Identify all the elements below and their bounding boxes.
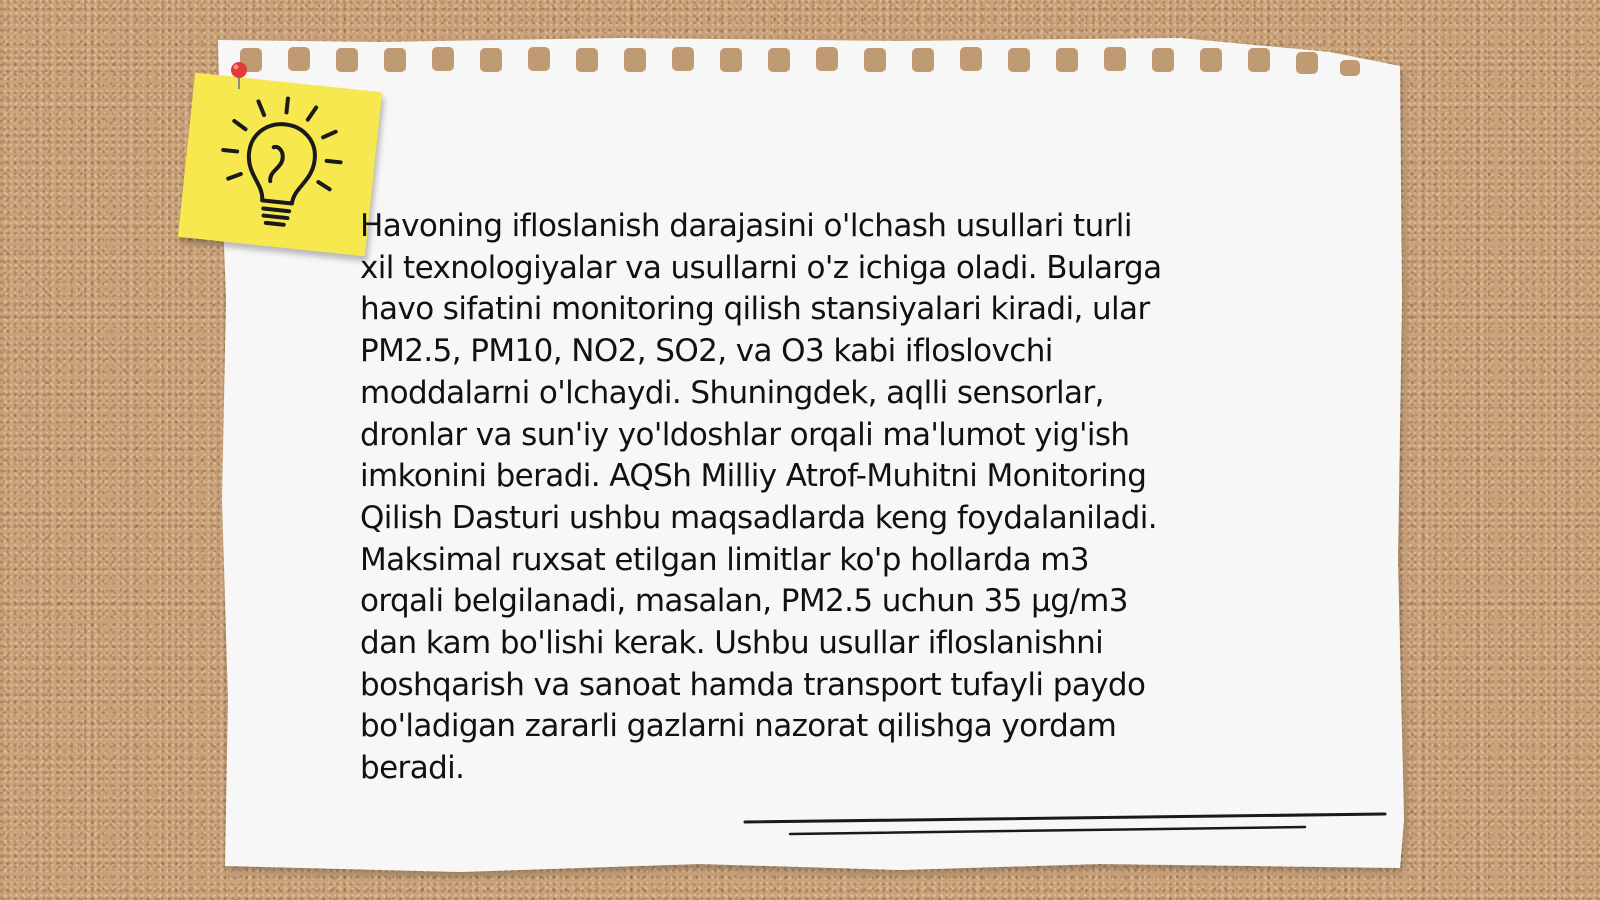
lightbulb-icon [178,73,382,257]
push-pin-icon [228,60,250,90]
sticky-note [178,73,382,257]
note-body-text: Havoning ifloslanish darajasini o'lchash usullari turli xil texnologiyalar va usullarni o'z ichiga oladi. Bularga havo sifatini monitoring qilish stansiyalari kiradi, ular PM2.5, PM10, NO2, SO2, va O3 kabi ifloslovchi moddalarni o'lchaydi. Shuningdek, aqlli sensorlar, dronlar va sun'iy yo'ldoshlar orqali ma'lumot yig'ish imkonini beradi. AQSh Milliy Atrof-Muhitni Monitoring Qilish Dasturi ushbu maqsadlarda keng foydalaniladi. Maksimal ruxsat etilgan limitlar ko'p hollarda m3 orqali belgilanadi, masalan, PM2.5 uchun 35 µg/m3 dan kam bo'lishi kerak. Ushbu usullar ifloslanishni boshqarish va sanoat hamda transport tufayli paydo bo'ladigan zararli gazlarni nazorat qilishga yordam beradi. [360,208,1162,787]
